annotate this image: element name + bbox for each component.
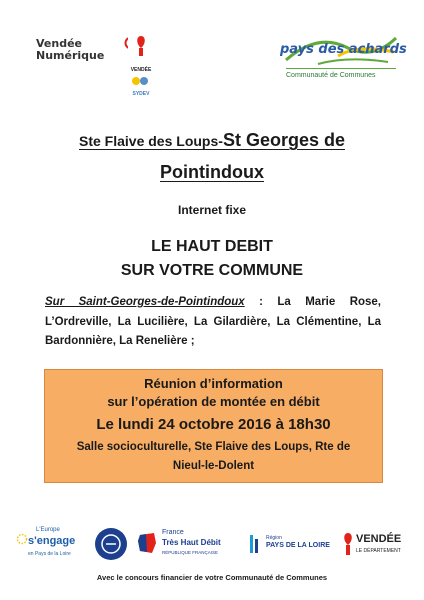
vendee-heart-icon <box>128 32 154 62</box>
europe-label: L'Europe <box>36 527 60 533</box>
title-commune1: Ste Flaive des Loups- <box>79 133 223 149</box>
europe-engage-label: s'engage <box>28 535 76 547</box>
meeting-place-line1: Salle socioculturelle, Ste Flaive des Loups, Rte de <box>76 441 351 453</box>
vendee-numerique-logo <box>36 38 120 78</box>
paragraph-text: : La Marie Rose, L’Ordreville, La Lucilière, La Gilardière, La Clémentine, La Bardonnière, La Renelière ; <box>45 296 382 347</box>
france-label: France <box>162 529 184 536</box>
pdl-label: PAYS DE LA LOIRE <box>266 542 330 549</box>
sydev-icon <box>128 76 154 86</box>
pays-des-achards-logo <box>278 26 407 86</box>
pays-des-achards-wordmark: pays des achards <box>280 42 407 57</box>
subtitle: Internet fixe <box>177 203 246 217</box>
europe-engage-sub: en Pays de la Loire <box>28 551 71 557</box>
partner-logos <box>16 527 412 561</box>
communaute-label: Communauté de Communes <box>286 72 376 79</box>
funding-credit: Avec le concours financier de votre Communauté de Communes <box>96 573 328 582</box>
republique-label: RÉPUBLIQUE FRANÇAISE <box>162 550 219 555</box>
hamlets-paragraph <box>45 293 381 352</box>
sydev-label: SYDEV <box>132 91 150 97</box>
page-title-line1 <box>0 130 424 151</box>
meeting-place-line2: Nieul-le-Dolent <box>172 460 255 472</box>
region-label: Région <box>266 535 282 541</box>
pda-divider <box>286 68 396 69</box>
france-thd-logo <box>136 527 236 561</box>
vendee-numerique-line2: Numérique <box>36 49 105 62</box>
vendee-numerique-wordmark <box>36 38 120 62</box>
headline-line1: LE HAUT DEBIT <box>151 238 273 255</box>
paragraph-lead: Sur Saint-Georges-de-Pointindoux <box>45 296 245 308</box>
title-commune2-end: Pointindoux <box>160 162 264 182</box>
vendee-heart-icon <box>342 531 354 557</box>
france-map-icon <box>136 531 158 555</box>
vendee-numerique-line1: Vendée <box>36 37 82 50</box>
vendee-small-label: VENDÉE <box>130 67 152 73</box>
meeting-line2: sur l’opération de montée en débit <box>107 394 320 409</box>
investissements-avenir-icon <box>94 527 128 561</box>
vendee-departement-logo <box>342 527 412 561</box>
page-title-line2 <box>0 162 424 183</box>
vendee-label: VENDÉE <box>356 533 402 545</box>
meeting-line1: Réunion d’information <box>144 376 283 391</box>
headline <box>0 235 424 283</box>
departement-label: LE DÉPARTEMENT <box>356 548 401 554</box>
europe-logo <box>16 527 80 561</box>
region-pdl-logo <box>248 527 334 561</box>
headline-line2: SUR VOTRE COMMUNE <box>120 262 304 279</box>
title-commune2: St Georges de <box>222 130 345 150</box>
europe-stars-icon <box>16 533 28 545</box>
investissements-avenir-logo <box>94 527 134 561</box>
region-icon <box>248 533 264 555</box>
meeting-box <box>44 369 383 483</box>
meeting-date: Le lundi 24 octobre 2016 à 18h30 <box>96 416 331 433</box>
vendee-sydev-logo <box>128 32 154 97</box>
thd-label: Très Haut Débit <box>162 538 221 547</box>
